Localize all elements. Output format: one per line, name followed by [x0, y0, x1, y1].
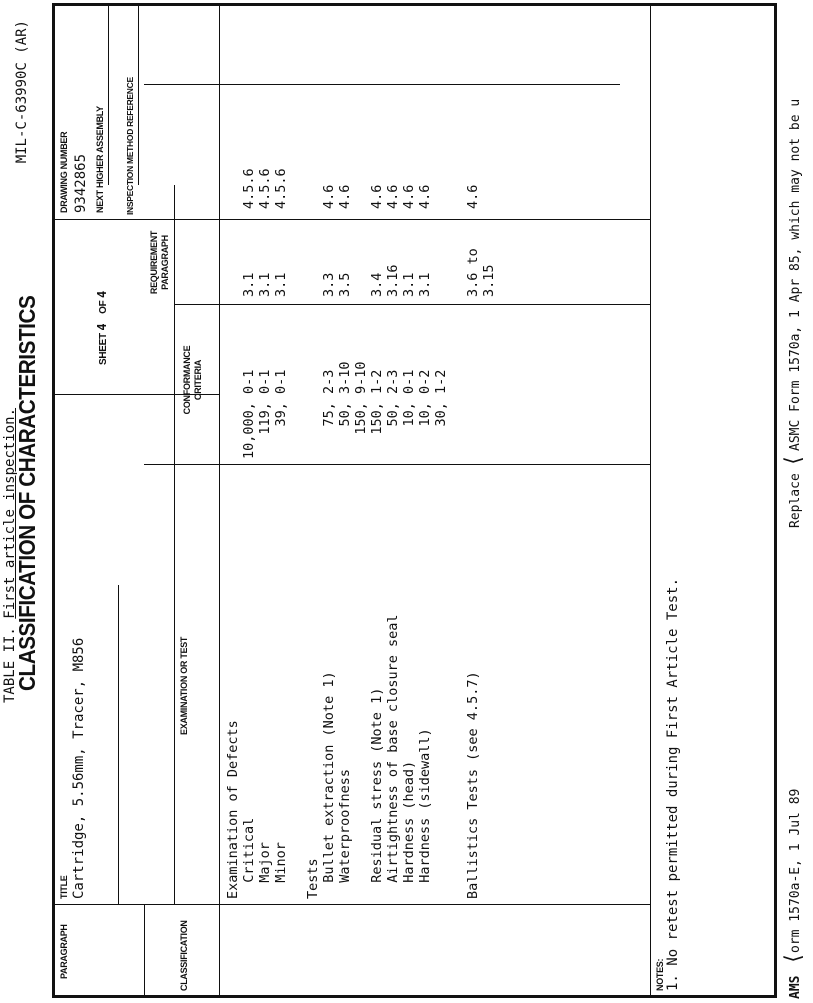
- exam-cell: Hardness (sidewall): [417, 728, 433, 899]
- conformance-cell: 150, 1-2: [369, 369, 385, 459]
- requirement-cell: 3.1: [241, 272, 257, 297]
- rule: [108, 5, 109, 185]
- exam-cell: Critical: [241, 817, 257, 899]
- requirement-cell: 3.4: [369, 272, 385, 297]
- table-caption-title: First article inspection.: [2, 407, 18, 619]
- footer-form-id: orm 1570a-E, 1 Jul 89: [788, 788, 803, 953]
- col-requirement: [149, 220, 171, 305]
- requirement-cell: 3.16: [385, 264, 401, 297]
- drawing-number-label: DRAWING NUMBER: [59, 131, 69, 213]
- conformance-cell: 50, 3-10: [337, 361, 353, 459]
- paragraph-label: PARAGRAPH: [59, 924, 69, 979]
- drawing-number: 9342865: [73, 153, 89, 213]
- col-conformance-line2: CRITERIA: [193, 359, 203, 401]
- col-requirement-line2: PARAGRAPH: [160, 235, 170, 290]
- replace-label: Replace: [788, 473, 803, 528]
- inspection-cell: 4.6: [321, 184, 337, 209]
- rule: [219, 5, 220, 995]
- inspection-cell: 4.5.6: [257, 168, 273, 209]
- rule: [138, 5, 139, 185]
- col-classification: CLASSIFICATION: [179, 920, 189, 991]
- conformance-cell: 75, 2-3: [321, 369, 337, 459]
- exam-cell: Residual stress (Note 1): [369, 687, 385, 899]
- exam-cell: Major: [257, 842, 273, 899]
- footer-prefix: AMS: [788, 975, 803, 999]
- exam-cell: Waterproofness: [337, 768, 353, 899]
- rule: [55, 219, 650, 220]
- exam-cell: Minor: [273, 842, 289, 899]
- requirement-cell: 3.1: [273, 272, 289, 297]
- requirement-cell: 3.1: [417, 272, 433, 297]
- torn-edge-left: ⟨: [781, 951, 806, 965]
- rule: [144, 464, 650, 465]
- inspection-cell: 4.5.6: [241, 168, 257, 209]
- sheet-label-text: SHEET: [98, 333, 109, 365]
- inspection-cell: 4.6: [417, 184, 433, 209]
- footer-replaces: ASMC Form 1570a, 1 Apr 85, which may not be u: [788, 98, 803, 451]
- rule: [174, 304, 650, 305]
- conformance-cell: 10,000, 0-1: [241, 369, 257, 459]
- inspection-cell: 4.6: [337, 184, 353, 209]
- conformance-cell: 150, 9-10: [353, 361, 369, 459]
- inspection-cell: 4.6: [465, 184, 481, 209]
- requirement-cell: 3.1: [401, 272, 417, 297]
- inspection-cell: 4.6: [385, 184, 401, 209]
- col-inspection: INSPECTION METHOD REFERENCE: [125, 77, 135, 215]
- exam-cell: Hardness (head): [401, 760, 417, 899]
- exam-cell: Tests: [305, 858, 321, 899]
- exam-cell: Bullet extraction (Note 1): [321, 671, 337, 899]
- title-value: Cartridge, 5.56mm, Tracer, M856: [71, 637, 87, 899]
- requirement-cell: 3.6 to: [465, 248, 481, 297]
- conformance-cell: 39, 0-1: [273, 369, 289, 459]
- inspection-cell: 4.5.6: [273, 168, 289, 209]
- rule: [144, 84, 620, 85]
- requirement-cell: 3.5: [337, 272, 353, 297]
- rule: [174, 185, 175, 905]
- requirement-cell: 3.1: [257, 272, 273, 297]
- footer: [781, 0, 812, 1003]
- col-conformance: [182, 305, 204, 455]
- inspection-cell: 4.6: [401, 184, 417, 209]
- rule: [118, 585, 119, 905]
- inspection-cell: 4.6: [369, 184, 385, 209]
- rule: [55, 904, 650, 905]
- col-conformance-line1: CONFORMANCE: [182, 345, 192, 415]
- notes-label: NOTES:: [655, 958, 665, 991]
- col-requirement-line1: REQUIREMENT: [149, 230, 159, 295]
- sheet-number: 4: [95, 323, 109, 331]
- next-higher-assembly-label: NEXT HIGHER ASSEMBLY: [95, 106, 105, 213]
- conformance-cell: 119, 0-1: [257, 369, 273, 459]
- document-id: MIL-C-63990C (AR): [14, 20, 30, 164]
- conformance-cell: 10, 0-1: [401, 369, 417, 459]
- conformance-cell: 50, 2-3: [385, 369, 401, 459]
- sheet-total: 4: [95, 291, 109, 299]
- main-heading: CLASSIFICATION OF CHARACTERISTICS: [14, 295, 40, 691]
- table-caption-prefix: TABLE II.: [2, 627, 18, 703]
- form-frame: [52, 3, 777, 998]
- conformance-cell: 30, 1-2: [433, 369, 449, 459]
- exam-cell: Airtightness of base closure seal: [385, 614, 401, 899]
- rule: [144, 905, 145, 995]
- rule: [650, 5, 651, 995]
- note-1: 1. No retest permitted during First Article Test.: [665, 577, 681, 991]
- requirement-cell: 3.15: [481, 264, 497, 297]
- title-label: TITLE: [59, 875, 69, 899]
- requirement-cell: 3.3: [321, 272, 337, 297]
- exam-cell: Examination of Defects: [225, 720, 241, 899]
- exam-cell: Ballistics Tests (see 4.5.7): [465, 671, 481, 899]
- col-examination: EXAMINATION OR TEST: [179, 636, 189, 735]
- conformance-cell: 10, 0-2: [417, 369, 433, 459]
- of-label: OF: [98, 300, 109, 314]
- sheet-label: [95, 291, 109, 365]
- torn-edge-mid: ⟨: [781, 453, 806, 467]
